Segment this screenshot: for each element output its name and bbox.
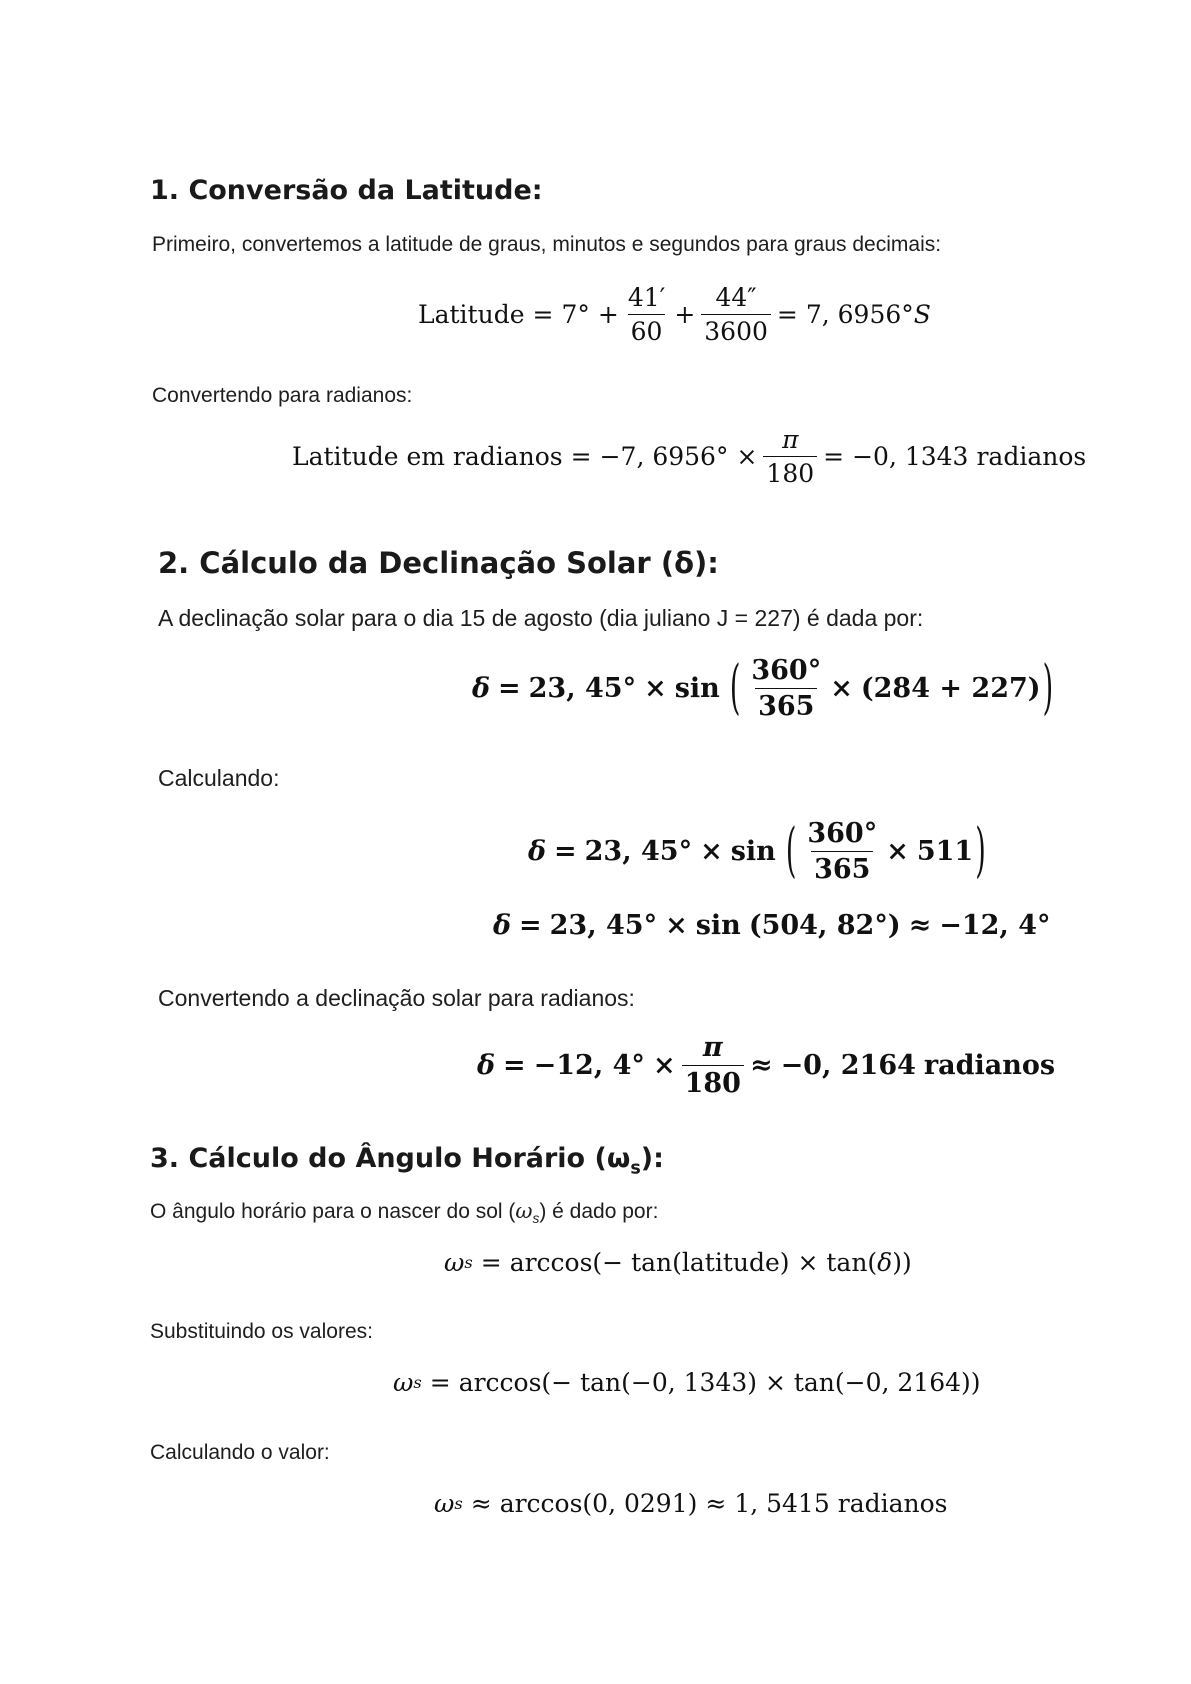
section-2-intro: A declinação solar para o dia 15 de agosto (dia juliano J = 227) é dada por: [158,605,924,631]
section-1-intro: Primeiro, convertemos a latitude de graus, minutos e segundos para graus decimais: [152,233,942,256]
equation-declination-formula: δ = 23, 45° × sin ( $\frac{360^\circ}{365}$ × (284 + 227) ) [472,654,1054,723]
equation-latitude-radians: Latitude em radianos = −7, 6956° × $\frac{\pi}{180}$ = −0, 1343 radianos [292,425,1087,488]
fraction-minutes: $\frac{41'}{60}$ [627,283,666,346]
section-2-text-calculating: Calculando: [158,765,280,791]
fraction-pi-180: $\frac{\pi}{180}$ [763,425,817,488]
equation-hour-angle-formula: ω s = arccos(− tan(latitude) × tan( δ )) [444,1248,912,1277]
section-1-heading: 1. Conversão da Latitude: [150,175,543,206]
equation-hour-angle-result: ω s ≈ arccos(0, 0291) ≈ 1, 5415 radianos [434,1489,948,1518]
section-1-text-radians: Convertendo para radianos: [152,384,413,407]
section-2-text-radians: Convertendo a declinação solar para radianos: [158,985,635,1011]
section-3-heading: 3. Cálculo do Ângulo Horário $(\omega_s)$: [150,1143,664,1179]
equation-declination-result: δ = 23, 45° × sin (504, 82°) ≈ −12, 4° [493,910,1051,941]
fraction-seconds: $\frac{44''}{3600}$ [701,283,771,346]
section-3-text-substituting: Substituindo os valores: [150,1320,373,1343]
equation-declination-511: δ = 23, 45° × sin ( $\frac{360^\circ}{365}$ × 511 ) [528,817,986,886]
eq-lhs: Latitude [418,300,525,329]
section-3-intro: O ângulo horário para o nascer do sol $(\omega_s)$ é dado por: [150,1199,659,1227]
equation-hour-angle-substituted: ω s = arccos(− tan(−0, 1343) × tan(−0, 2164)) [393,1368,981,1397]
equation-latitude-decimal: Latitude = 7° + $\frac{41'}{60}$ + $\frac{44''}{3600}$ = 7, 6956° S [418,283,931,346]
equation-declination-radians: δ = −12, 4° × $\frac{\pi}{180}$ ≈ −0, 2164 radianos [477,1032,1056,1099]
section-2-heading: 2. Cálculo da Declinação Solar (δ): [158,546,719,580]
section-3-text-calculating: Calculando o valor: [150,1441,330,1464]
